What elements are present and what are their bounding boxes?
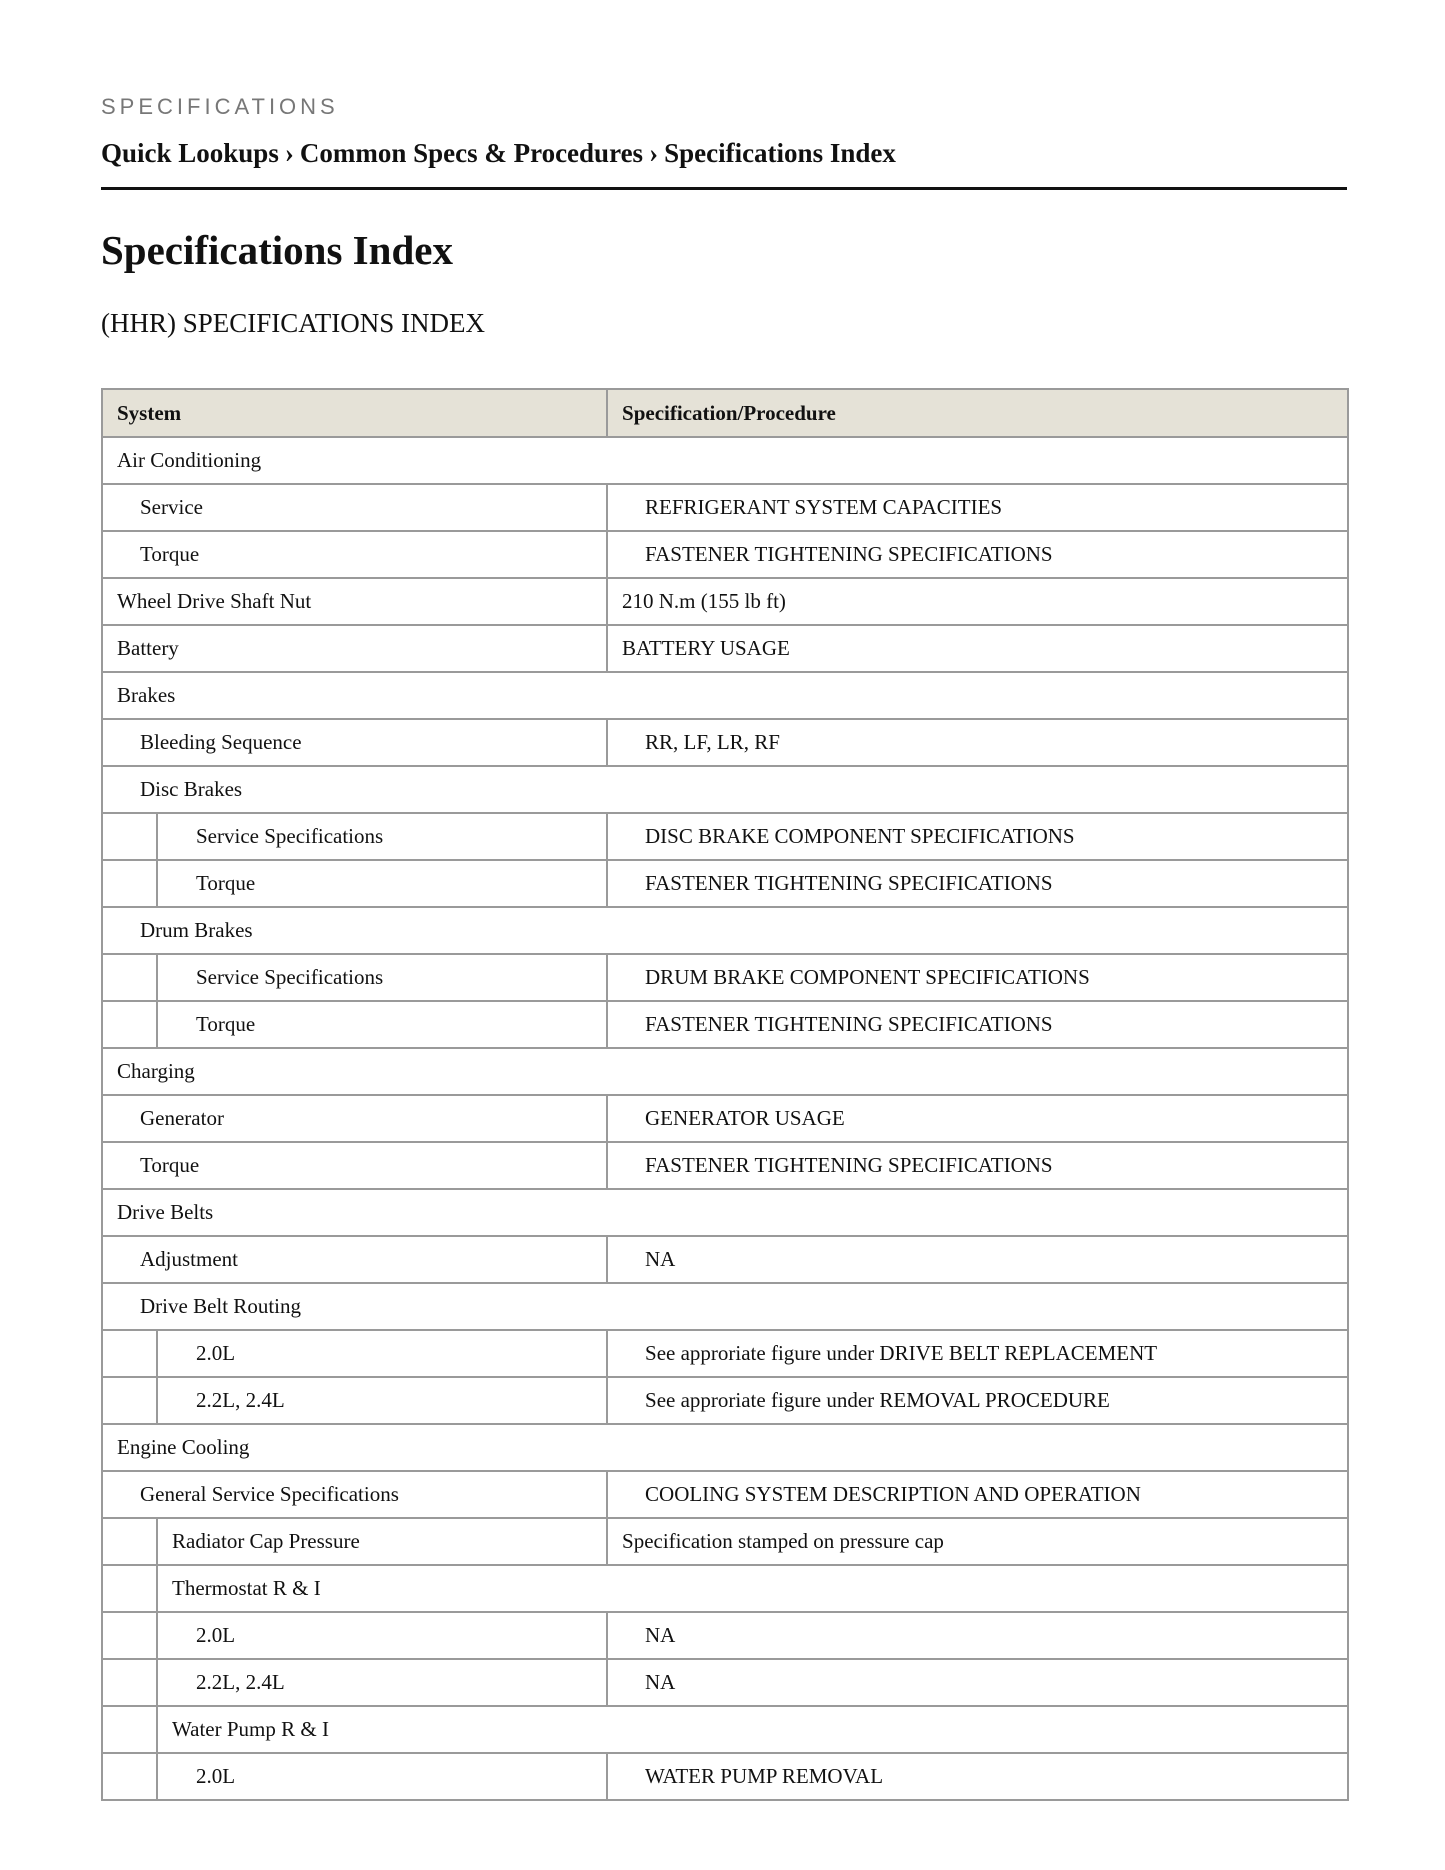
spec-value-cell[interactable]: See approriate figure under DRIVE BELT REPLACEMENT <box>607 1330 1348 1377</box>
indent-cell <box>102 1706 157 1753</box>
table-row <box>102 1095 1348 1142</box>
system-label-cell: Service Specifications <box>157 954 607 1001</box>
table-row <box>102 531 1348 578</box>
system-label-cell: Battery <box>102 625 607 672</box>
system-label-cell: Drive Belts <box>102 1189 1348 1236</box>
system-label-cell: Service <box>102 484 607 531</box>
system-label-cell: Drive Belt Routing <box>102 1283 1348 1330</box>
indent-cell <box>102 1001 157 1048</box>
indent-cell <box>102 1612 157 1659</box>
table-row <box>102 1706 1348 1753</box>
system-label-cell: Radiator Cap Pressure <box>157 1518 607 1565</box>
spec-value-cell[interactable]: RR, LF, LR, RF <box>607 719 1348 766</box>
table-row <box>102 766 1348 813</box>
breadcrumb <box>101 138 896 169</box>
table-row <box>102 1001 1348 1048</box>
specifications-table <box>101 388 1349 1801</box>
system-label-cell: 2.0L <box>157 1612 607 1659</box>
table-row <box>102 954 1348 1001</box>
spec-value-cell[interactable]: REFRIGERANT SYSTEM CAPACITIES <box>607 484 1348 531</box>
spec-value-cell[interactable]: NA <box>607 1659 1348 1706</box>
system-label-cell: Torque <box>157 1001 607 1048</box>
system-label-cell: Charging <box>102 1048 1348 1095</box>
table-row <box>102 1659 1348 1706</box>
indent-cell <box>102 1753 157 1800</box>
system-label-cell: 2.0L <box>157 1753 607 1800</box>
system-label-cell: Torque <box>102 1142 607 1189</box>
spec-value-cell[interactable]: COOLING SYSTEM DESCRIPTION AND OPERATION <box>607 1471 1348 1518</box>
table-row <box>102 1565 1348 1612</box>
breadcrumb-common-specs[interactable]: Common Specs & Procedures <box>299 138 644 168</box>
system-label-cell: 2.2L, 2.4L <box>157 1377 607 1424</box>
indent-cell <box>102 1330 157 1377</box>
system-label-cell: Air Conditioning <box>102 437 1348 484</box>
table-row <box>102 1377 1348 1424</box>
table-row <box>102 1471 1348 1518</box>
column-header-specification: Specification/Procedure <box>607 389 1348 437</box>
table-row <box>102 860 1348 907</box>
spec-value-cell[interactable]: WATER PUMP REMOVAL <box>607 1753 1348 1800</box>
section-label: SPECIFICATIONS <box>101 94 339 119</box>
table-row <box>102 484 1348 531</box>
system-label-cell: Water Pump R & I <box>157 1706 1348 1753</box>
table-body <box>102 437 1348 1800</box>
indent-cell <box>102 1565 157 1612</box>
system-label-cell: Service Specifications <box>157 813 607 860</box>
breadcrumb-separator: › <box>284 138 294 168</box>
system-label-cell: 2.0L <box>157 1330 607 1377</box>
table-row <box>102 437 1348 484</box>
system-label-cell: Adjustment <box>102 1236 607 1283</box>
table-row <box>102 1048 1348 1095</box>
page-title: Specifications Index <box>101 227 453 273</box>
indent-cell <box>102 1377 157 1424</box>
system-label-cell: Torque <box>157 860 607 907</box>
table-row <box>102 1330 1348 1377</box>
table-row <box>102 625 1348 672</box>
spec-value-cell[interactable]: NA <box>607 1236 1348 1283</box>
system-label-cell: Bleeding Sequence <box>102 719 607 766</box>
table-row <box>102 1518 1348 1565</box>
system-label-cell: Brakes <box>102 672 1348 719</box>
indent-cell <box>102 1659 157 1706</box>
breadcrumb-separator: › <box>649 138 659 168</box>
spec-value-cell[interactable]: BATTERY USAGE <box>607 625 1348 672</box>
table-row <box>102 1283 1348 1330</box>
system-label-cell: Generator <box>102 1095 607 1142</box>
system-label-cell: Engine Cooling <box>102 1424 1348 1471</box>
table-row <box>102 1612 1348 1659</box>
breadcrumb-quick-lookups[interactable]: Quick Lookups <box>101 138 279 168</box>
indent-cell <box>102 1518 157 1565</box>
system-label-cell: Thermostat R & I <box>157 1565 1348 1612</box>
breadcrumb-specifications-index: Specifications Index <box>664 138 896 168</box>
table-row <box>102 1753 1348 1800</box>
indent-cell <box>102 813 157 860</box>
table-row <box>102 719 1348 766</box>
indent-cell <box>102 860 157 907</box>
spec-value-cell[interactable]: DRUM BRAKE COMPONENT SPECIFICATIONS <box>607 954 1348 1001</box>
spec-value-cell[interactable]: See approriate figure under REMOVAL PROCEDURE <box>607 1377 1348 1424</box>
indent-cell <box>102 954 157 1001</box>
system-label-cell: Drum Brakes <box>102 907 1348 954</box>
spec-value-cell[interactable]: FASTENER TIGHTENING SPECIFICATIONS <box>607 531 1348 578</box>
spec-value-cell[interactable]: FASTENER TIGHTENING SPECIFICATIONS <box>607 1142 1348 1189</box>
table-header-row <box>102 389 1348 437</box>
spec-value-cell[interactable]: FASTENER TIGHTENING SPECIFICATIONS <box>607 860 1348 907</box>
column-header-system: System <box>102 389 607 437</box>
spec-value-cell[interactable]: GENERATOR USAGE <box>607 1095 1348 1142</box>
system-label-cell: 2.2L, 2.4L <box>157 1659 607 1706</box>
table-row <box>102 578 1348 625</box>
system-label-cell: Wheel Drive Shaft Nut <box>102 578 607 625</box>
table-row <box>102 672 1348 719</box>
table-row <box>102 1142 1348 1189</box>
spec-value-cell[interactable]: FASTENER TIGHTENING SPECIFICATIONS <box>607 1001 1348 1048</box>
table-row <box>102 1189 1348 1236</box>
page-subtitle: (HHR) SPECIFICATIONS INDEX <box>101 308 486 338</box>
table-row <box>102 1424 1348 1471</box>
system-label-cell: Torque <box>102 531 607 578</box>
table-row <box>102 1236 1348 1283</box>
spec-value-cell[interactable]: 210 N.m (155 lb ft) <box>607 578 1348 625</box>
spec-value-cell[interactable]: Specification stamped on pressure cap <box>607 1518 1348 1565</box>
system-label-cell: General Service Specifications <box>102 1471 607 1518</box>
spec-value-cell[interactable]: NA <box>607 1612 1348 1659</box>
header-divider <box>101 187 1347 190</box>
system-label-cell: Disc Brakes <box>102 766 1348 813</box>
spec-value-cell[interactable]: DISC BRAKE COMPONENT SPECIFICATIONS <box>607 813 1348 860</box>
table-row <box>102 907 1348 954</box>
table-row <box>102 813 1348 860</box>
